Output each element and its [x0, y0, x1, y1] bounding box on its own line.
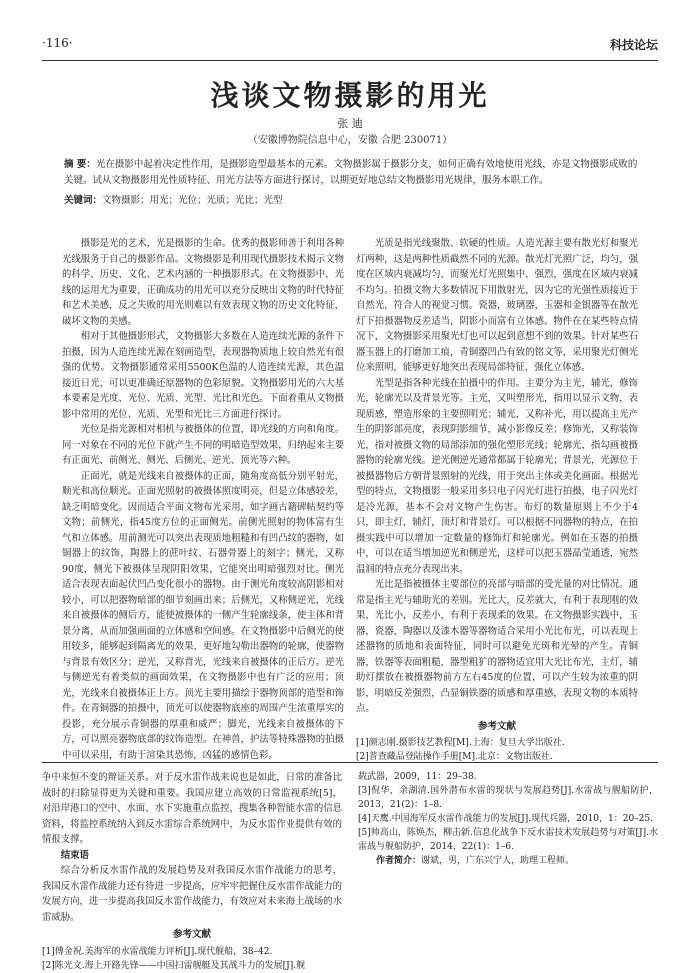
reference-item: [2]陈光文.海上开路先锋——中国扫雷舰艇及其战斗力的发展[J].舰 [42, 960, 306, 971]
keywords-label: 关键词： [64, 195, 103, 206]
reference-item: [4]天鹰.中国海军反水雷作战能力的发展[J].现代兵器，2010，1：20–25. [358, 814, 653, 824]
header-divider [42, 60, 658, 61]
article-separator [42, 762, 658, 763]
abstract-label: 摘 要： [64, 159, 96, 170]
author-bio-text: 谢斌，男，广东兴宁人，助理工程师。 [421, 856, 575, 866]
body-paragraph: 光型是指各种光线在拍摄中的作用。主要分为主光，辅光，修饰光，轮廓光以及背景光等。主光，又叫塑形光，指用以显示文物，表现质感，塑造形象的主要照明光；辅光，又称补光，用以提高主光产生的阴影部亮度，表现阴影细节，减小影像反差；修饰光，又称装饰光，指对被摄文物的局部添加的强化塑形光线；轮廓光，指勾画被摄器物的轮廓光线。逆光侧逆光通常都属于轮廓光；背景光，光源位于被摄器物后方朝背景照射的光线，用于突出主体或美化画面。根据光型的特点，文物摄影一般采用多只电子闪光灯进行拍摄，电子闪光灯是冷光源，基本不会对文物产生伤害。布灯的数量原则上不少于4只，即主灯，辅灯，顶灯和背景灯。可以根据不同器物的特点，在拍摄实践中可以增加一定数量的修饰灯和轮廓光。例如在玉器的拍摄中，可以在适当增加逆光和侧逆光，这样可以把玉器晶莹通透，宛然温润的特点充分表现出来。 [356, 377, 638, 575]
references-heading: 参考文献 [172, 929, 211, 940]
conclusion-heading: 结束语 [60, 849, 89, 861]
article-author: 张 迪 [337, 117, 363, 130]
keywords [64, 193, 640, 209]
body-paragraph: 摄影是光的艺术，光是摄影的生命。优秀的摄影师善于利用各种光线服务于自己的摄影作品。文物摄影是利用现代摄影技术揭示文物的科学、历史、文化、艺术内涵的一种摄影形式。在文物摄影中，光线的运用尤为重要，正确成功的用光可以充分反映出文物的时代特征和艺术美感，反之失败的用光则难以有效表现文物的历史文化特征，破坏文物的美感。 [62, 238, 344, 327]
references-heading: 参考文献 [477, 720, 516, 732]
reference-item: 载武器，2009，11：29–38. [358, 772, 477, 782]
page-number: ·116· [42, 36, 73, 50]
reference-item: [2]普查藏品登陆操作手册[M].北京：文物出版社. [356, 752, 553, 762]
right-column-bottom [358, 770, 658, 868]
journal-section-title: 科技论坛 [609, 38, 658, 52]
body-paragraph: 相对于其他摄影形式，文物摄影大多数在人造连续光源的条件下拍摄，因为人造连续光源在刻画造型，表现器物质地上较自然光有很强的优势。文物摄影通常采用5500K色温的人造连续光源，其色温接近日光，可以更准确还原器物的色彩原貌。文物摄影用光的六大基本要素是光度、光位、光质、光型、光比和光色。下面着重从文物摄影中常用的光位、光质、光型和光比三方面进行探讨。 [62, 331, 344, 420]
conclusion-paragraph: 综合分析反水雷作战的发展趋势及对我国反水雷作战能力的思考，我国反水雷作战能力还有待进一步提高，应牢牢把握住反水雷作战能力的发展方向，进一步提高我国反水雷作战能力，有效应对未来海上战场的水雷威胁。 [42, 865, 343, 923]
body-paragraph: 争中来恒不变的辩证关系。对于反水雷作战来说也是如此，日常的准备比战时的扫除显得更为关键和重要。我国应建立高效的日常监视系统[5]，对沿岸港口的空中、水面、水下实施重点监控，搜集各种智能水雷的信息资料，将监控系统纳入到反水雷综合系统网中，为反水雷作业提供有效的情报支撑。 [42, 772, 343, 845]
reference-item: [1]颜志刚.摄影技艺教程[M].上海：复旦大学出版社. [356, 738, 565, 748]
article-title: 浅谈文物摄影的用光 [210, 79, 490, 112]
left-column-bottom [42, 770, 342, 973]
abstract-text: 光在摄影中起着决定性作用，是摄影造型最基本的元素。文物摄影属于摄影分支，如何正确有效地使用光线，亦是文物摄影成败的关键。试从文物摄影用光性质特征、用光方法等方面进行探讨，以期更好地总结文物摄影用光规律，服务本职工作。 [64, 159, 638, 186]
body-paragraph: 光质是指光线聚散、软硬的性质。人造光源主要有散光灯和聚光灯两种，这是两种性质截然不同的光源。散光灯光照广泛，均匀，强度在区域内衰减均匀，而聚光灯光照集中，强烈，强度在区域内衰减不均匀。拍摄文物大多数情况下用散射光，因为它的光强性质接近于自然光，符合人的视觉习惯。瓷器，玻璃器，玉器和金银器等在散光灯下拍摄器物反差适当，阴影小而富有立体感。物件在在某些特点情况下，文物摄影采用聚光灯也可以起到意想不到的效果。针对某些石器玉器上的打磨加工痕，青铜器凹凸有致的铭文等，采用聚光灯侧光位来照明，能够更好地突出表现局部特征，强化立体感。 [356, 238, 638, 373]
article-affiliation: （安徽博物院信息中心，安徽 合肥 230071） [247, 135, 453, 146]
left-column-top [62, 236, 344, 763]
reference-item: [3]倪华，余湖清.国外潜布水雷的现状与发展趋势[J].水雷战与舰船防护，2013，21(2)：1–8. [358, 786, 658, 810]
author-bio [358, 854, 658, 868]
body-paragraph: 正面光，就是光线来自被摄体的正面，随角度高低分别平射光，顺光和高位顺光。正面光照射的被摄体照度明亮，但是立体感较差，缺乏明暗变化。因而适合平面文物布光采用，如字画古籍碑帖契约等文物；前侧光，指45度方位的正面侧光。前侧光照射的物体富有生气和立体感。用前测光可以突出表现质地粗糙和有凹凸纹的器物，如铜器上的纹饰，陶器上的蔗叶纹、石器骨器上的刻字；侧光，又称90度，侧光下被摄体呈现阴阳效果，它能突出明暗强烈对比。侧光适合表现表面起伏凹凸变化很小的器物。由于测光角度较高阴影相对较小，可以把器物暗部的细节刻画出来；后侧光，又称侧逆光，光线来自被摄体的侧后方，能使被摄体的一侧产生轮廓线条，使主体和背景分离，从而加强画面的立体感和空间感。在文物摄影中后侧光的使用较多，能够起到隔离光的效果，更好地勾勒出器物的轮廓，使器物与背景有效区分；逆光，又称背光，光线来自被摄体的正后方。逆光与侧逆光有着类似的画面效果，在文物摄影中也有广泛的应用；顶光，光线来自被摄体正上方。顶光主要用描绘于器物顶部的造型和饰件。在青铜器的拍摄中，顶光可以使器物底座的周围产生浓重厚实的投影，充分展示青铜器的厚重和威严；脚光，光线来自被摄体的下方，可以照亮器物底部的纹饰造型。在神兽，护法等特殊器物的拍摄中可以采用，有助于渲染其恐怖，凶猛的感情色彩。 [62, 470, 344, 761]
body-paragraph: 光比是指被摄体主要部位的亮部与暗部的受光量的对比情况。通常是指主光与辅助光的差别。光比大，反差就大，有利于表现刚的效果，光比小，反差小，有利于表现柔的效果。在文物摄影实践中，玉器，瓷器，陶器以及漆木器等器物适合采用小光比布光，可以表现上述器物的质地和表面特征，同时可以避免光斑和光晕的产生。青铜器，铁器等表面粗糙，器型粗犷的器物适宜用大光比布光，主灯，辅助灯摆放在被摄器物前方左右45度的位置，可以产生较为浓重的阴影，明暗反差强烈，凸显铜铁器的质感和厚重感，表现文物的本质特点。 [356, 579, 638, 714]
body-paragraph: 光位是指光源相对相机与被摄体的位置，即光线的方向和角度。同一对象在不同的光位下就产生不同的明暗造型效果，归纳起来主要有正面光、前侧光、侧光、后侧光、逆光、顶光等六种。 [62, 424, 344, 466]
page-header [42, 36, 658, 54]
reference-item: [1]傅金祝.美海军的水雷战能力评析[J].现代舰船，38–42. [42, 946, 273, 957]
abstract [64, 157, 640, 189]
right-column-top [356, 236, 638, 764]
keywords-text: 文物摄影；用光；光位；光质；光比；光型 [102, 195, 283, 206]
reference-item: [5]帅高山，陈焕杰，柳击新.信息化战争下反水雷技术发展趋势与对策[J].水雷战与舰船防护，2014，22(1)：1–6. [358, 828, 658, 852]
author-bio-label: 作者简介： [376, 856, 422, 866]
